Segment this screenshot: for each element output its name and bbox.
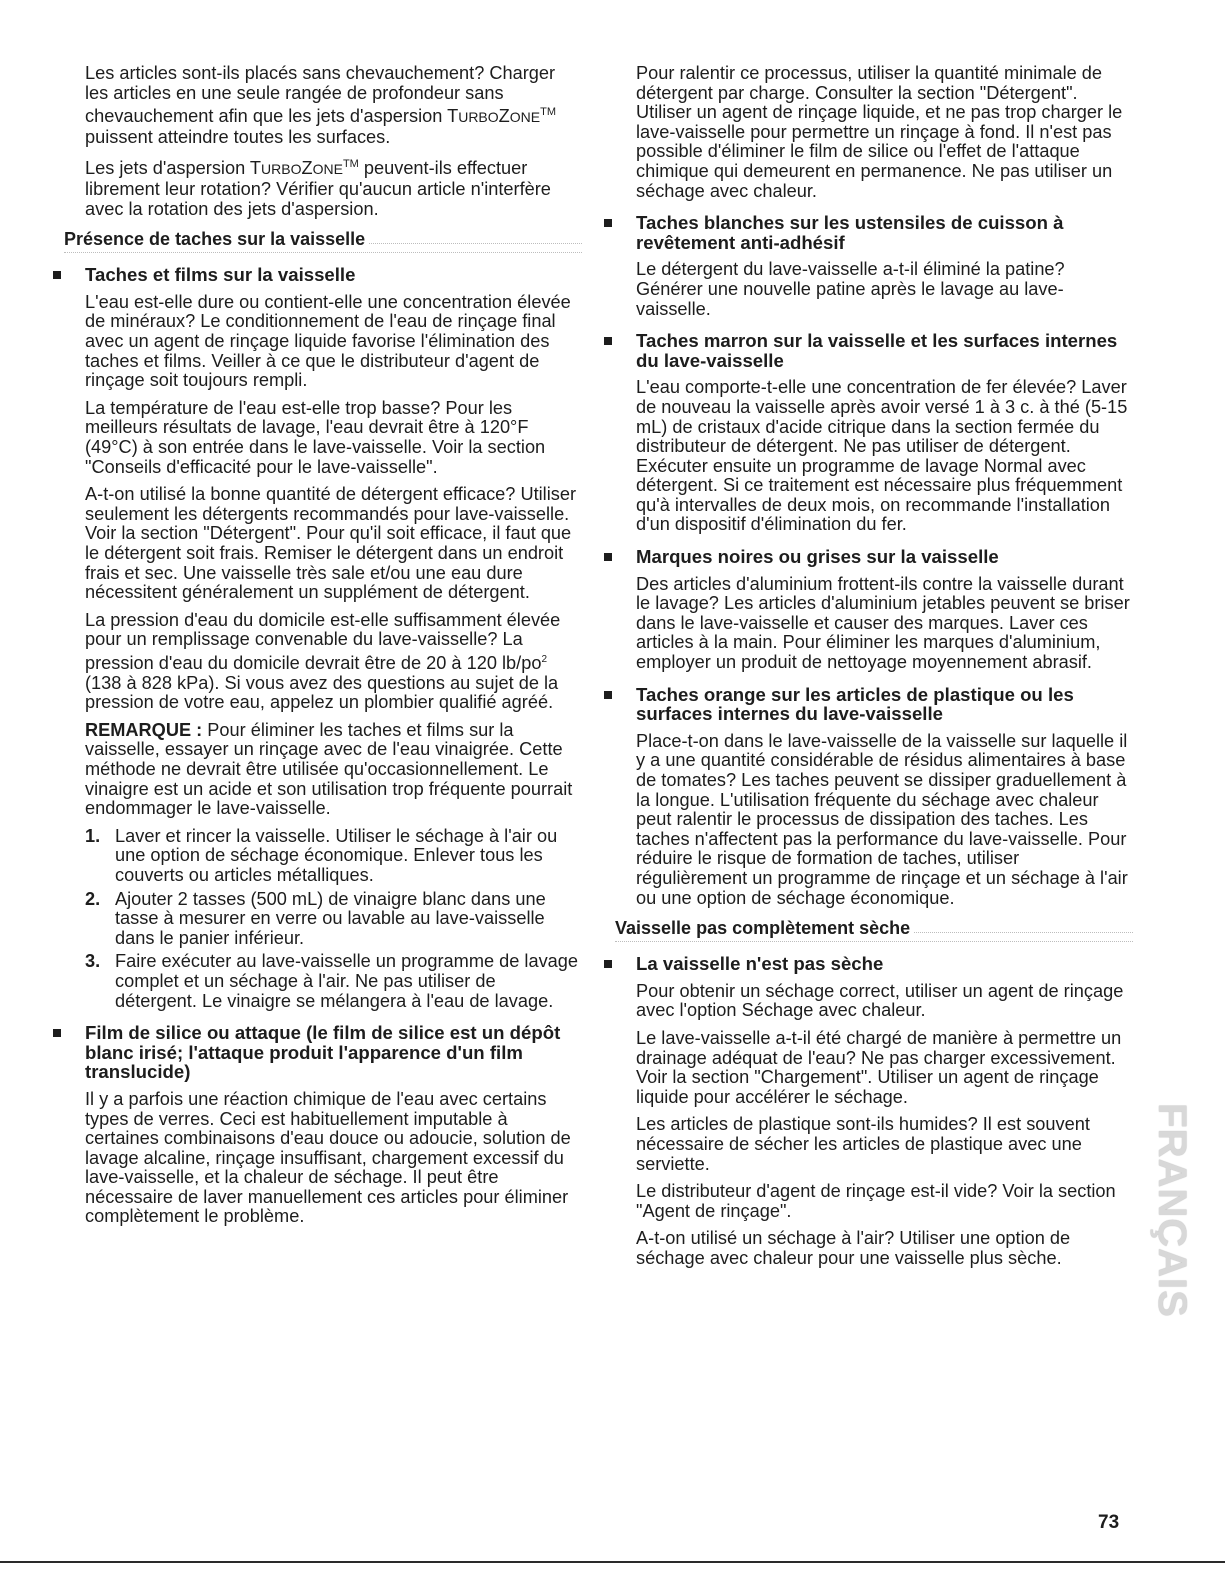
bullet-icon	[604, 691, 612, 699]
paragraph: A-t-on utilisé un séchage à l'air? Utiliser une option de séchage avec chaleur pour une vaisselle plus sèche.	[636, 1228, 1071, 1268]
step-item: 2. Ajouter 2 tasses (500 mL) de vinaigre blanc dans une tasse à mesurer en verre ou lavable au lave-vaisselle dans le panier inférieur.	[85, 888, 546, 948]
bullet-heading: Taches et films sur la vaisselle	[85, 265, 582, 285]
right-column	[603, 64, 1133, 1276]
bullet-icon	[604, 337, 612, 345]
footer-rule	[0, 1561, 1225, 1563]
paragraph: Il y a parfois une réaction chimique de l'eau avec certains types de verres. Ceci est habituellement imputable à certaines combinaisons d'eau douce ou adoucie, solution de lavage alcaline, rinçage insuffisant, chargement excessif du lave-vaisselle, et la chaleur de séchage. Il peut être nécessaire de laver manuellement ces articles pour éliminer complètement le problème.	[85, 1088, 571, 1227]
bullet-heading: Taches orange sur les articles de plastique ou les surfaces internes du lave-vaisselle	[636, 685, 1133, 724]
bullet-icon	[53, 271, 61, 279]
left-column	[52, 64, 582, 1235]
bullet-icon	[53, 1029, 61, 1037]
paragraph: Place-t-on dans le lave-vaisselle de la vaisselle sur laquelle il y a une quantité considérable de résidus alimentaires à base de tomates? Les taches peuvent se dissiper graduellement à la longue. L'utilisation fréquente du séchage avec chaleur peut ralentir le processus de dissipation des taches. Les taches n'affectent pas la performance du lave-vaisselle. Pour réduire le risque de formation de taches, utiliser régulièrement un programme de rinçage et un séchage à l'air ou une option de séchage économique.	[636, 730, 1128, 908]
paragraph: Le lave-vaisselle a-t-il été chargé de manière à permettre un drainage adéquat de l'eau? Ne pas charger excessivement. Voir la section "Chargement". Utiliser un agent de rinçage liquide pour accélérer le séchage.	[636, 1027, 1122, 1107]
section-heading: Vaisselle pas complètement sèche	[615, 916, 1133, 940]
paragraph: Le distributeur d'agent de rinçage est-il vide? Voir la section "Agent de rinçage".	[636, 1181, 1116, 1221]
paragraph: Pour obtenir un séchage correct, utiliser un agent de rinçage avec l'option Séchage avec chaleur.	[636, 980, 1124, 1021]
bullet-heading: Marques noires ou grises sur la vaisselle	[636, 547, 1133, 567]
paragraph: Pour ralentir ce processus, utiliser la quantité minimale de détergent par charge. Consulter la section "Détergent". Utiliser un agent de rinçage liquide, et ne pas trop charger le lave-vaisselle pour permettre un rinçage à fond. Il n'est pas possible d'éliminer le film de silice ou l'effet de l'attaque chimique qui demeurent en permanence. Ne pas utiliser un séchage avec chaleur.	[636, 63, 1123, 201]
paragraph: L'eau est-elle dure ou contient-elle une concentration élevée de minéraux? Le conditionnement de l'eau de rinçage final avec un agent de rinçage liquide favorise l'élimination des taches et films. Veiller à ce que le distributeur d'agent de rinçage soit toujours rempli.	[85, 291, 571, 391]
bullet-heading: Taches marron sur la vaisselle et les surfaces internes du lave-vaisselle	[636, 331, 1133, 370]
step-item: 3. Faire exécuter au lave-vaisselle un programme de lavage complet et un séchage à l'air. Ne pas utiliser de détergent. Le vinaigre se mélangera à l'eau de lavage.	[85, 951, 579, 1011]
bullet-icon	[604, 553, 612, 561]
bullet-icon	[604, 960, 612, 968]
bullet-heading: Film de silice ou attaque (le film de silice est un dépôt blanc irisé; l'attaque produit l'apparence d'un film translucide)	[85, 1023, 582, 1082]
paragraph: Les articles sont-ils placés sans chevauchement? Charger les articles en une seule rangée de profondeur sans chevauchement afin que les jets d'aspersion TURBOZONE™ puissent atteindre toutes les surfaces.	[85, 63, 557, 147]
bullet-icon	[604, 219, 612, 227]
remark: REMARQUE : Pour éliminer les taches et films sur la vaisselle, essayer un rinçage avec de l'eau vinaigrée. Cette méthode ne devrait être utilisée qu'occasionnellement. Le vinaigre est un acide et son utilisation trop fréquente pourrait endommager le lave-vaisselle.	[85, 719, 573, 819]
paragraph: Des articles d'aluminium frottent-ils contre la vaisselle durant le lavage? Les articles d'aluminium jetables peuvent se briser dans le lave-vaisselle et causer des marques. Laver ces articles à la main. Pour éliminer les marques d'aluminium, employer un produit de nettoyage moyennement abrasif.	[636, 573, 1130, 673]
paragraph: La température de l'eau est-elle trop basse? Pour les meilleurs résultats de lavage, l'eau devrait être à 120°F (49°C) à son entrée dans le lave-vaisselle. Voir la section "Conseils d'efficacité pour le lave-vaisselle".	[85, 397, 546, 477]
paragraph: Le détergent du lave-vaisselle a-t-il éliminé la patine? Générer une nouvelle patine après le lavage au lave-vaisselle.	[636, 259, 1065, 319]
bullet-heading: Taches blanches sur les ustensiles de cuisson à revêtement anti-adhésif	[636, 213, 1133, 252]
paragraph: La pression d'eau du domicile est-elle suffisamment élevée pour un remplissage convenable du lave-vaisselle? La pression d'eau du domicile devrait être de 20 à 120 $lb/po^2$ (138 à 828 kPa). Si vous avez des questions au sujet de la pression de votre eau, appelez un plombier qualifié agréé.	[85, 609, 561, 713]
bullet-heading: La vaisselle n'est pas sèche	[636, 954, 1133, 974]
paragraph: Les jets d'aspersion TURBOZONE™ peuvent-ils effectuer librement leur rotation? Vérifier qu'aucun article n'interfère avec la rotation des jets d'aspersion.	[85, 158, 551, 219]
paragraph: L'eau comporte-t-elle une concentration de fer élevée? Laver de nouveau la vaisselle après avoir versé 1 à 3 c. à thé (5-15 mL) de cristaux d'acide citrique dans la section fermée du distributeur de détergent. Ne pas utiliser de détergent. Exécuter ensuite un programme de lavage Normal avec détergent. Si ce traitement est nécessaire plus fréquemment qu'à intervalles de deux mois, on recommande l'installation d'un dispositif d'élimination du fer.	[636, 377, 1128, 535]
paragraph: Les articles de plastique sont-ils humides? Il est souvent nécessaire de sécher les articles de plastique avec une serviette.	[636, 1114, 1090, 1174]
paragraph: A-t-on utilisé la bonne quantité de détergent efficace? Utiliser seulement les détergents recommandés pour lave-vaisselle. Voir la section "Détergent". Pour qu'il soit efficace, il faut que le détergent soit frais. Remiser le détergent dans un endroit frais et sec. Une vaisselle très sale et/ou une eau dure nécessitent généralement un supplément de détergent.	[85, 484, 577, 603]
language-side-tab: FRANÇAIS	[1149, 1102, 1194, 1318]
section-heading: Présence de taches sur la vaisselle	[64, 227, 582, 251]
step-item: 1. Laver et rincer la vaisselle. Utiliser le séchage à l'air ou une option de séchage économique. Enlever tous les couverts ou articles métalliques.	[85, 825, 558, 885]
page-number: 73	[1098, 1512, 1120, 1533]
